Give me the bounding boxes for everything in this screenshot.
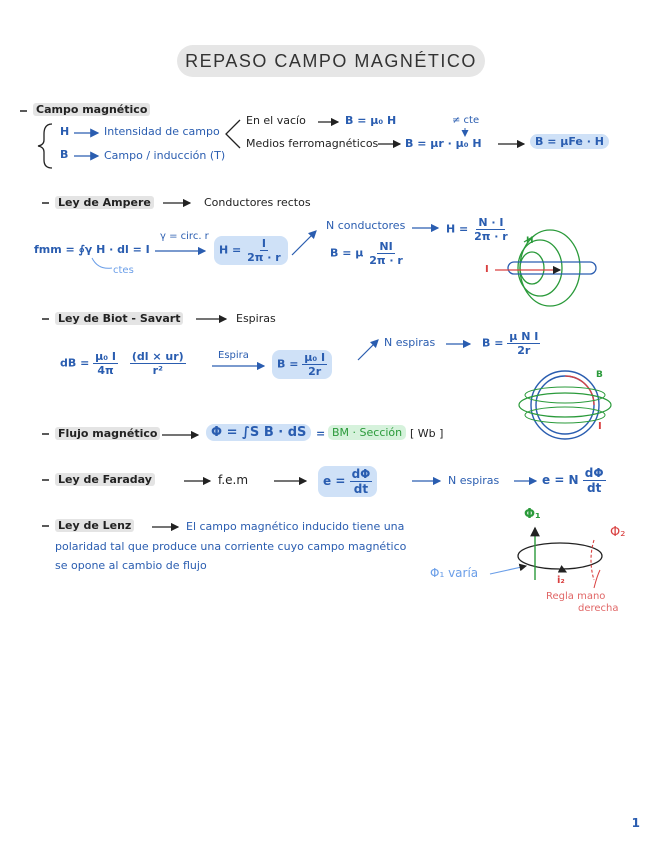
lenz-line-1: El campo magnético inducido tiene una (186, 520, 405, 533)
cte-note: ≠ cte (452, 115, 480, 126)
lenz-line-3: se opone al cambio de flujo (55, 559, 207, 572)
ampere-cte-note: ctes (113, 265, 134, 276)
lenz-regla-2: derecha (578, 603, 619, 614)
n-b-num: NI (379, 240, 393, 253)
biot-b-equation (272, 350, 332, 379)
ampere-diagram-i: I (485, 264, 489, 275)
n-b-fraction (367, 240, 405, 267)
campo-label: Campo magnético (33, 103, 150, 116)
espira-note: Espira (218, 350, 249, 361)
biot-b-fraction (302, 351, 327, 378)
biot-db-vec-num: (dl × ur) (131, 350, 184, 363)
biot-db-vec-den: r² (152, 364, 163, 377)
faraday-n-left: e = N (542, 473, 579, 487)
ampere-sub: Conductores rectos (204, 196, 311, 209)
biot-b-num: μ₀ I (304, 351, 326, 364)
lenz-line-2: polaridad tal que produce una corriente cuyo campo magnético (55, 540, 407, 553)
n-espiras-label: N espiras (384, 336, 436, 349)
ampere-h-den: 2π · r (247, 251, 281, 264)
faraday-n-den: dt (587, 481, 602, 495)
biot-diagram-b: B (596, 370, 603, 380)
biot-db-const-num: μ₀ I (95, 350, 116, 363)
n-espiras-b-num: μ N I (509, 330, 539, 343)
biot-db-equation (60, 350, 186, 377)
faraday-e-den: dt (353, 482, 369, 496)
ampere-h-fraction (245, 237, 283, 264)
n-conductores-label: N conductores (326, 219, 406, 232)
medios-equation: B = μr · μ₀ H (405, 137, 482, 150)
medios-label: Medios ferromagnéticos (246, 137, 379, 150)
faraday-n-label: N espiras (448, 474, 500, 487)
faraday-e-left: e = (323, 474, 346, 488)
n-h-den: 2π · r (474, 230, 508, 243)
faraday-e-equation (318, 466, 377, 497)
lenz-i2: i₂ (557, 575, 565, 586)
n-h-num: N · I (478, 216, 504, 229)
biot-label: Ley de Biot - Savart (55, 312, 183, 325)
gamma-note: γ = circ. r (160, 231, 209, 242)
page-title: REPASO CAMPO MAGNÉTICO (177, 45, 485, 77)
faraday-n-fraction (583, 466, 606, 495)
faraday-e-fraction (350, 467, 373, 496)
lenz-phi2: Φ₂ (610, 525, 626, 540)
faraday-sub: f.e.m (218, 473, 249, 487)
h-description: Intensidad de campo (104, 125, 220, 138)
faraday-label: Ley de Faraday (55, 473, 155, 486)
n-espiras-b-eq (482, 330, 540, 357)
ampere-h-left: H = (219, 243, 242, 257)
n-espiras-b-fraction (507, 330, 540, 357)
n-h-fraction (472, 216, 510, 243)
biot-sub: Espiras (236, 312, 276, 325)
n-h-left: H = (446, 222, 469, 236)
n-conductores-b-eq (330, 240, 405, 267)
biot-db-const-den: 4π (97, 364, 114, 377)
b-symbol: B (60, 148, 69, 161)
vacio-label: En el vacío (246, 114, 306, 127)
faraday-n-equation (542, 466, 606, 495)
biot-diagram-i: I (598, 421, 602, 432)
faraday-e-num: dΦ (351, 467, 371, 481)
biot-b-left: B = (277, 357, 299, 371)
ampere-h-equation (214, 236, 288, 265)
h-symbol: H (60, 125, 70, 138)
fe-equation: B = μFe · H (530, 134, 609, 149)
vacio-equation: B = μ₀ H (345, 114, 397, 127)
page-number: 1 (631, 816, 640, 830)
flujo-label: Flujo magnético (55, 427, 160, 440)
faraday-n-num: dΦ (584, 466, 604, 480)
n-b-den: 2π · r (369, 254, 403, 267)
n-espiras-b-left: B = (482, 336, 504, 350)
b-description: Campo / inducción (T) (104, 149, 226, 162)
ampere-label: Ley de Ampere (55, 196, 154, 209)
flujo-equals: = (316, 427, 326, 440)
biot-db-const-fraction (93, 350, 118, 377)
flujo-result: BM · Sección (328, 425, 406, 440)
flujo-equation: Φ = ∫S B · dS (206, 424, 311, 441)
ampere-h-num: I (261, 237, 266, 250)
biot-b-den: 2r (308, 365, 322, 378)
biot-db-left: dB = (60, 356, 90, 370)
lenz-label: Ley de Lenz (55, 519, 134, 532)
n-conductores-h-eq (446, 216, 510, 243)
ampere-integral: fmm = ∮γ H · dl = I (34, 243, 150, 256)
n-b-left: B = μ (330, 246, 364, 260)
lenz-phi1: Φ₁ (524, 507, 541, 522)
biot-db-vec-fraction (130, 350, 186, 377)
ampere-diagram-h: H (526, 236, 534, 246)
lenz-phi1-varia: Φ₁ varía (430, 566, 479, 580)
lenz-regla-1: Regla mano (546, 591, 606, 602)
n-espiras-b-den: 2r (517, 344, 531, 357)
flujo-unit: [ Wb ] (410, 427, 444, 440)
